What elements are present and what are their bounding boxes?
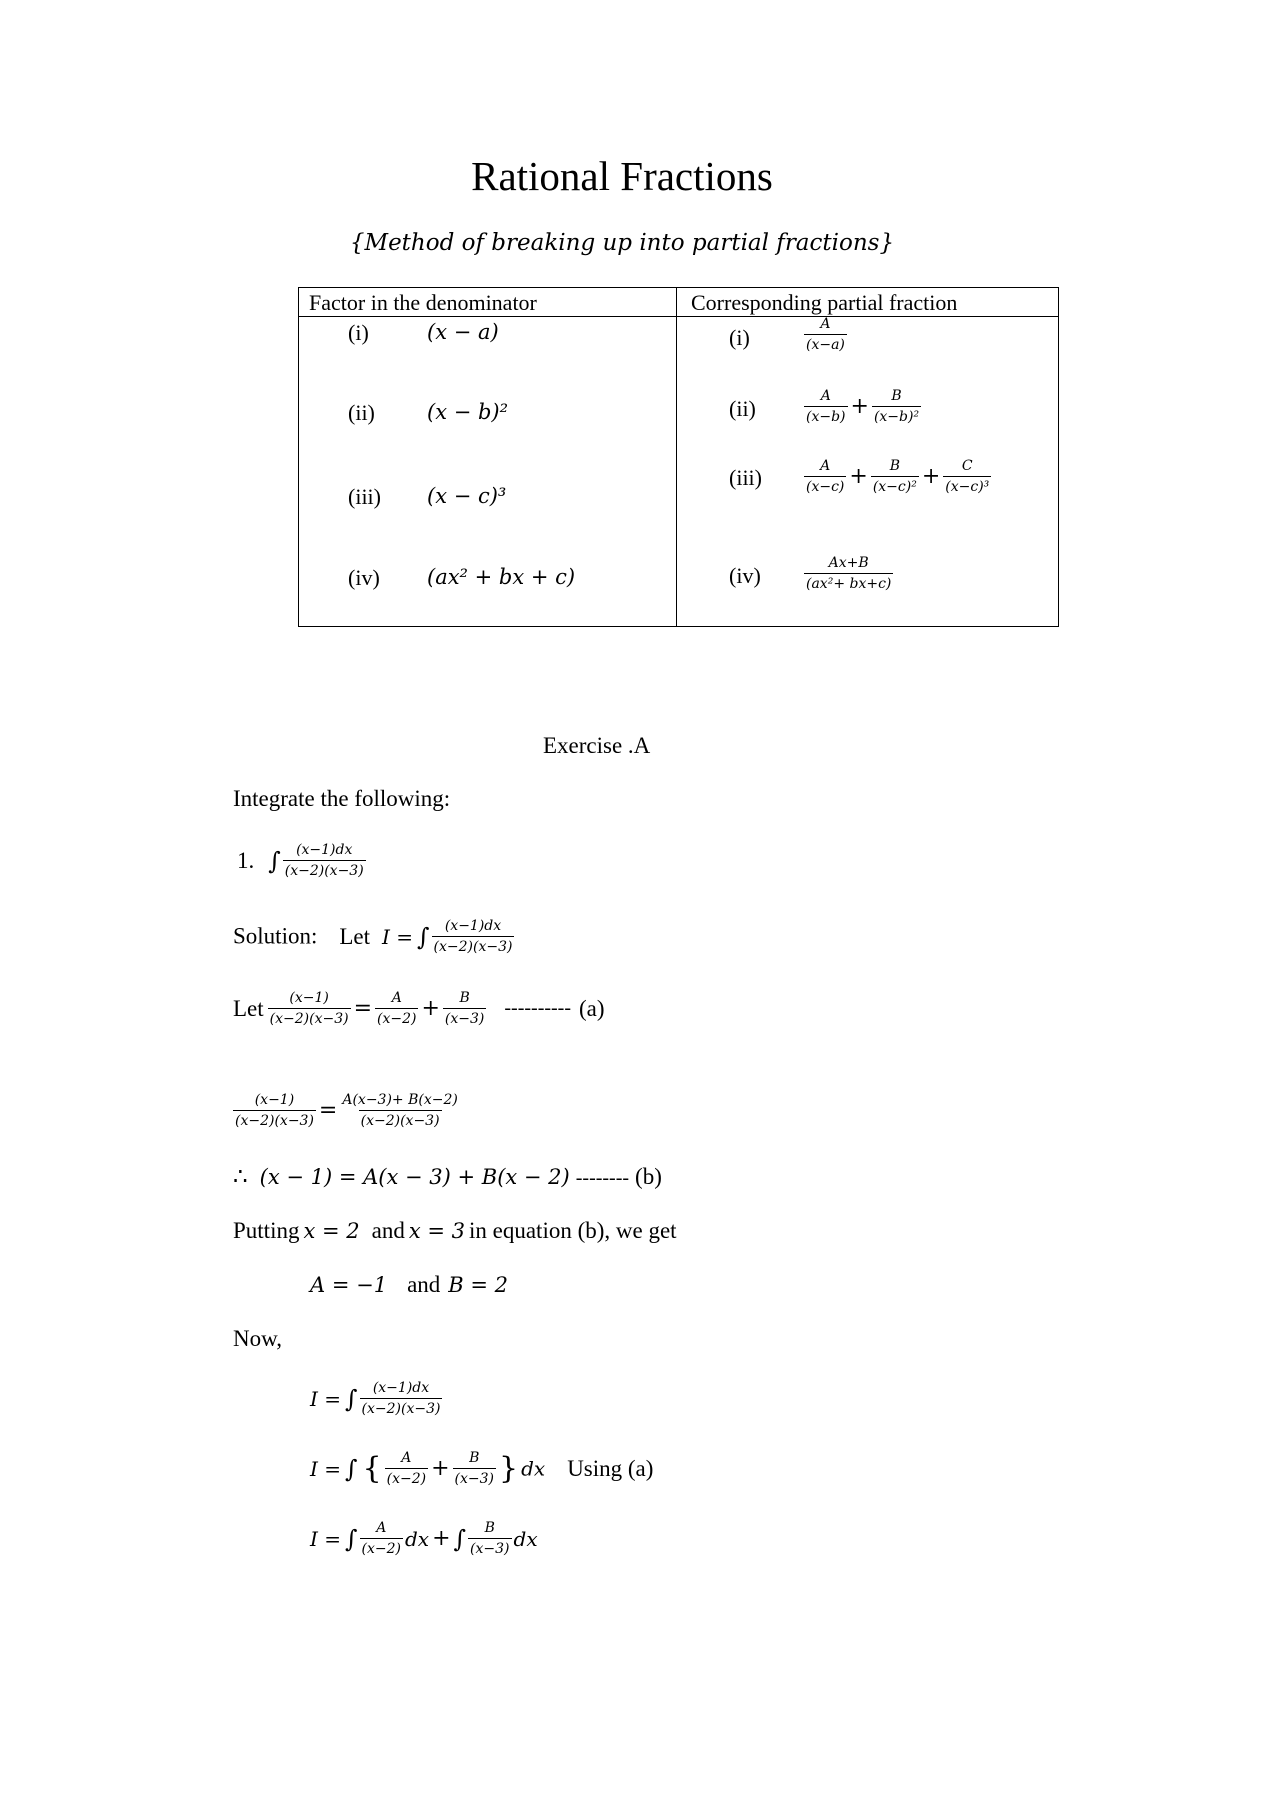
plus-sign: + <box>921 464 941 490</box>
fraction: $\frac{A}{(x-2)}$ <box>377 990 417 1028</box>
integral-line-3 <box>310 1520 538 1557</box>
A-value: A = −1 <box>310 1273 388 1297</box>
B-value: B = 2 <box>448 1273 509 1297</box>
integral-sign: ∫ <box>345 1384 358 1413</box>
integral-sign: ∫ <box>345 1524 358 1553</box>
integrand-fraction: $\frac{(x-1)dx}{(x-2)(x-3)}$ <box>433 918 513 956</box>
I-equals: I = <box>382 924 414 949</box>
left-row-factor-4: (ax² + bx + c) <box>427 565 576 589</box>
integral-sign: ∫ <box>345 1454 358 1483</box>
equals-sign: = <box>353 996 373 1022</box>
integral-sign: ∫ <box>417 922 430 951</box>
integral-line-2 <box>310 1450 653 1487</box>
fraction: $\frac{A}{(x-2)}$ <box>361 1520 401 1558</box>
and-word: and <box>407 1272 441 1297</box>
problem-number: 1. <box>237 847 255 873</box>
now-word: Now, <box>233 1326 282 1351</box>
plus-sign: + <box>432 1526 451 1552</box>
right-row-terms-4 <box>804 555 893 592</box>
integral-sign: ∫ <box>268 846 281 875</box>
right-row-label-2: (ii) <box>729 396 756 421</box>
fraction: $\frac{(x-1)}{(x-2)(x-3)}$ <box>269 990 349 1028</box>
equation-tag-a: (a) <box>579 995 605 1021</box>
integral-line-1 <box>310 1380 442 1417</box>
and-word: and <box>371 1218 405 1243</box>
open-brace: { <box>362 1451 382 1487</box>
x-equals-3: x = 3 <box>408 1219 465 1243</box>
right-row-label-4: (iv) <box>729 563 761 588</box>
solution-line <box>233 918 514 955</box>
plus-sign: + <box>849 464 868 490</box>
equation-tag-b: (b) <box>635 1164 662 1189</box>
fraction: $\frac{A(x-3)+ B(x-2)}{(x-2)(x-3)}$ <box>342 1092 458 1130</box>
I-equals: I = <box>310 1386 342 1411</box>
fraction: $\frac{B}{\text{(x−c)²}}$ <box>872 458 917 496</box>
left-row-label-2: (ii) <box>348 400 375 425</box>
left-row-factor-1: (x − a) <box>427 320 499 344</box>
fraction: $\frac{A}{(x-b)}$ <box>806 388 846 426</box>
dx: dx <box>405 1526 430 1551</box>
dx: dx <box>513 1526 538 1551</box>
right-row-terms-2 <box>804 388 921 425</box>
integral-sign: ∫ <box>453 1524 467 1553</box>
equation-b: (x − 1) = A(x − 3) + B(x − 2) <box>259 1165 570 1189</box>
let-word: Let <box>233 995 264 1021</box>
fraction: $\frac{B}{(x-3)}$ <box>454 1450 494 1488</box>
exercise-heading: Exercise .A <box>543 733 651 758</box>
plus-sign: + <box>850 394 869 420</box>
problem-1 <box>237 842 366 879</box>
fraction: $\frac{A}{(x-c)}$ <box>806 458 845 496</box>
page-title: Rational Fractions <box>471 153 773 199</box>
left-row-label-4: (iv) <box>348 565 380 590</box>
solution-label: Solution: <box>233 923 318 949</box>
let-word: Let <box>339 923 371 949</box>
right-row-label-1: (i) <box>729 325 750 350</box>
right-row-terms-3 <box>804 458 991 495</box>
therefore-symbol: ∴ <box>233 1164 248 1189</box>
table-header-divider <box>299 316 1058 317</box>
right-row-label-3: (iii) <box>729 465 762 490</box>
dash-leader: ---------- <box>504 997 571 1020</box>
dash-leader: -------- <box>575 1167 630 1189</box>
left-row-factor-2: (x − b)² <box>427 400 509 424</box>
fraction: $\frac{A}{(x-a)}$ <box>806 316 845 354</box>
left-row-label-3: (iii) <box>348 484 381 509</box>
left-row-label-1: (i) <box>348 320 369 345</box>
coefficient-values <box>310 1272 508 1298</box>
left-row-factor-3: (x − c)³ <box>427 484 507 508</box>
table-header-left: Factor in the denominator <box>309 290 537 315</box>
combined-fraction-line <box>233 1092 460 1129</box>
plus-sign: + <box>431 1456 450 1482</box>
table-column-divider <box>676 288 677 626</box>
putting-post-text: in equation (b), we get <box>469 1218 677 1243</box>
using-a-note: Using (a) <box>567 1455 654 1481</box>
fraction: $\frac{B}{(x-3)}$ <box>444 990 485 1028</box>
fraction: $\frac{(x-1)}{(x-2)(x-3)}$ <box>235 1092 314 1130</box>
equation-b-line <box>233 1164 662 1190</box>
exercise-instruction: Integrate the following: <box>233 786 451 811</box>
x-equals-2: x = 2 <box>303 1219 360 1243</box>
dx: dx <box>521 1456 546 1481</box>
fraction: $\frac{B}{\text{(x−b)²}}$ <box>873 388 920 426</box>
equals-sign: = <box>318 1098 338 1124</box>
plus-sign: + <box>421 996 440 1022</box>
fraction: $\frac{B}{(x-3)}$ <box>470 1520 510 1558</box>
putting-line <box>233 1218 677 1244</box>
fraction: $\frac{C}{\text{(x−c)³}}$ <box>945 458 990 496</box>
right-row-terms-1 <box>804 316 847 353</box>
close-brace: } <box>499 1451 519 1487</box>
table-header-right: Corresponding partial fraction <box>691 290 958 315</box>
fraction: $\frac{Ax+B}{\text{(ax²+ bx+c)}}$ <box>806 555 892 593</box>
partial-fraction-table <box>298 287 1059 627</box>
integrand-fraction: $\frac{(x-1)dx}{(x-2)(x-3)}$ <box>284 842 364 880</box>
page-subtitle: {Method of breaking up into partial fractions} <box>349 230 895 256</box>
fraction: $\frac{A}{(x-2)}$ <box>386 1450 427 1488</box>
I-equals: I = <box>310 1526 342 1551</box>
partial-fraction-setup <box>233 990 605 1027</box>
integrand-fraction: $\frac{(x-1)dx}{(x-2)(x-3)}$ <box>361 1380 441 1418</box>
I-equals: I = <box>310 1456 342 1481</box>
putting-text: Putting <box>233 1218 300 1243</box>
